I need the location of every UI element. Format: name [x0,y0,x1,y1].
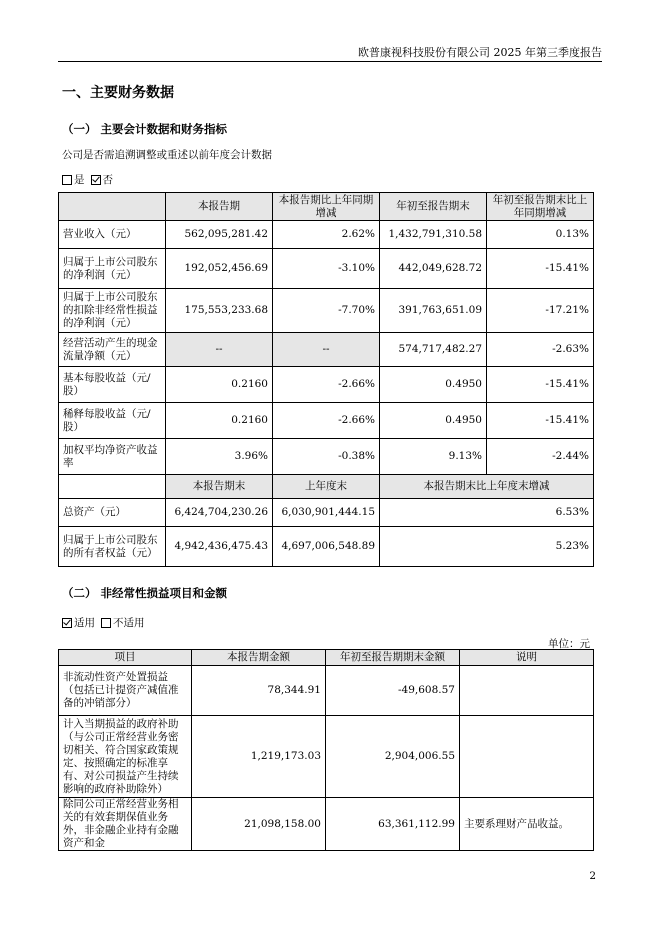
cell-value: 3.96% [166,439,273,475]
table-row [59,716,594,798]
cell-value: 442,049,628.72 [380,249,487,289]
table-row [59,527,594,567]
row-label: 稀释每股收益（元/股） [59,403,166,439]
cell-value: -15.41% [487,403,594,439]
cell-value: 0.13% [487,221,594,249]
table-header-row [59,193,594,221]
non-recurring-table [58,649,594,851]
cell-value: 2,904,006.55 [326,716,460,798]
row-label: 总资产（元） [59,499,166,527]
cell-value: 4,697,006,548.89 [273,527,380,567]
page-number: 2 [589,870,596,882]
checkbox-no[interactable] [91,175,101,185]
checkbox-not-applicable[interactable] [101,618,111,628]
cell-note [460,666,594,716]
cell-value: 9.13% [380,439,487,475]
checkbox-yes[interactable] [62,175,72,185]
cell-value: 0.2160 [166,403,273,439]
table-row [59,333,594,367]
cell-value: 562,095,281.42 [166,221,273,249]
table-subheader-row [59,475,594,499]
row-label: 归属于上市公司股东的所有者权益（元） [59,527,166,567]
table-row [59,289,594,333]
cell-value: 6,424,704,230.26 [166,499,273,527]
table-header-cell: 年初至报告期期末金额 [326,650,460,666]
cell-value: -2.63% [487,333,594,367]
section-title: 一、主要财务数据 [62,85,174,101]
cell-value: 1,432,791,310.58 [380,221,487,249]
subsection-title-accounting-data: （一） 主要会计数据和财务指标 [62,122,228,136]
table-subheader-blank [59,475,166,499]
cell-value: 574,717,482.27 [380,333,487,367]
table-header-cell: 本报告期金额 [192,650,326,666]
table-row [59,666,594,716]
unit-label: 单位：元 [548,638,590,650]
option-label-not-applicable: 不适用 [113,617,145,629]
cell-value: -- [273,333,380,367]
option-label-yes: 是 [74,174,85,186]
cell-note: 主要系理财产品收益。 [460,798,594,851]
document-header-title: 欧普康视科技股份有限公司 2025 年第三季度报告 [358,46,602,59]
cell-value: -- [166,333,273,367]
table-row [59,798,594,851]
cell-value: 1,219,173.03 [192,716,326,798]
row-label: 基本每股收益（元/股） [59,367,166,403]
cell-value: 21,098,158.00 [192,798,326,851]
table-header-cell: 本报告期 [166,193,273,221]
applicability-options [62,615,151,630]
row-label: 非流动性资产处置损益（包括已计提资产减值准备的冲销部分） [59,666,192,716]
table-subheader-cell: 上年度末 [273,475,380,499]
cell-value: -0.38% [273,439,380,475]
cell-value: 5.23% [380,527,594,567]
cell-value: 63,361,112.99 [326,798,460,851]
table-header-row [59,650,594,666]
cell-value: 175,553,233.68 [166,289,273,333]
cell-value: 0.2160 [166,367,273,403]
row-label: 除同公司正常经营业务相关的有效套期保值业务外，非金融企业持有金融资产和金 [59,798,192,851]
cell-value: -17.21% [487,289,594,333]
cell-value: -15.41% [487,367,594,403]
cell-value: -3.10% [273,249,380,289]
checkbox-applicable[interactable] [62,618,72,628]
table-row [59,367,594,403]
cell-value: -2.66% [273,403,380,439]
cell-value: -2.44% [487,439,594,475]
row-label: 归属于上市公司股东的净利润（元） [59,249,166,289]
row-label: 计入当期损益的政府补助（与公司正常经营业务密切相关、符合国家政策规定、按照确定的标准享有、对公司损益产生持续影响的政府补助除外） [59,716,192,798]
restatement-question: 公司是否需追溯调整或重述以前年度会计数据 [62,149,272,161]
cell-value: -7.70% [273,289,380,333]
cell-value: -49,608.57 [326,666,460,716]
cell-value: -15.41% [487,249,594,289]
table-header-cell: 本报告期比上年同期增减 [273,193,380,221]
table-header-cell: 年初至报告期末比上年同期增减 [487,193,594,221]
row-label: 经营活动产生的现金流量净额（元） [59,333,166,367]
option-label-applicable: 适用 [74,617,95,629]
cell-value: 4,942,436,475.43 [166,527,273,567]
cell-value: 0.4950 [380,403,487,439]
cell-value: 0.4950 [380,367,487,403]
header-divider [58,61,602,62]
row-label: 归属于上市公司股东的扣除非经常性损益的净利润（元） [59,289,166,333]
table-subheader-cell: 本报告期末 [166,475,273,499]
row-label: 加权平均净资产收益率 [59,439,166,475]
cell-value: -2.66% [273,367,380,403]
table-row [59,403,594,439]
cell-value: 78,344.91 [192,666,326,716]
table-row [59,499,594,527]
table-header-cell: 说明 [460,650,594,666]
subsection-title-non-recurring: （二） 非经常性损益项目和金额 [62,586,228,600]
row-label: 营业收入（元） [59,221,166,249]
cell-note [460,716,594,798]
cell-value: 192,052,456.69 [166,249,273,289]
cell-value: 6.53% [380,499,594,527]
table-row [59,221,594,249]
table-header-cell: 年初至报告期末 [380,193,487,221]
cell-value: 391,763,651.09 [380,289,487,333]
option-label-no: 否 [102,174,113,186]
financial-indicators-table [58,192,594,567]
table-header-cell [59,193,166,221]
restatement-options [62,172,119,187]
table-subheader-cell: 本报告期末比上年度末增减 [380,475,594,499]
table-row [59,249,594,289]
cell-value: 2.62% [273,221,380,249]
table-header-cell: 项目 [59,650,192,666]
cell-value: 6,030,901,444.15 [273,499,380,527]
table-row [59,439,594,475]
